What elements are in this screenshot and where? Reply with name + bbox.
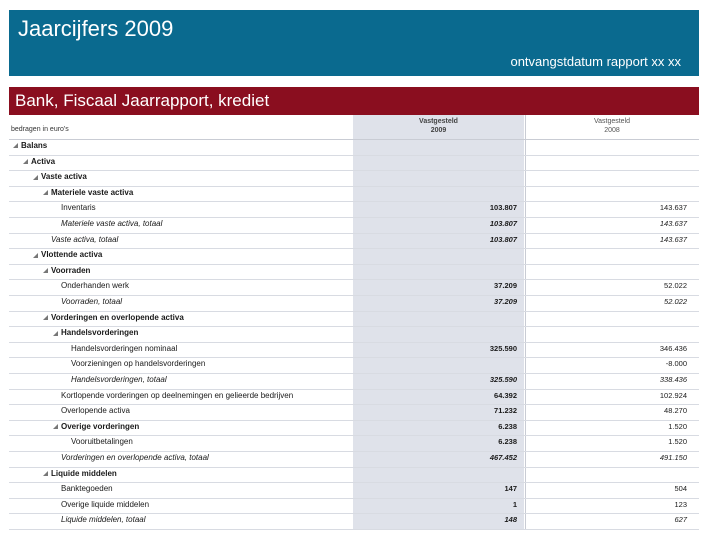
expand-triangle-icon[interactable]	[53, 331, 58, 336]
value-2009: 71.232	[494, 406, 517, 416]
column-header-2008-status: Vastgesteld	[593, 118, 631, 125]
row-label-text: Handelsvorderingen, totaal	[71, 375, 167, 384]
table-row[interactable]	[9, 155, 699, 172]
row-label-text: Kortlopende vorderingen op deelnemingen en gelieerde bedrijven	[61, 390, 294, 400]
row-label	[61, 203, 96, 212]
expand-triangle-icon[interactable]	[43, 471, 48, 476]
value-2008: 491.150	[659, 453, 687, 462]
row-label	[33, 250, 102, 259]
value-2008: 627	[674, 515, 687, 525]
value-2009: 325.590	[489, 343, 517, 353]
row-label-text: Vaste activa, totaal	[51, 234, 119, 244]
value-2008: 52.022	[664, 297, 687, 306]
table-row	[9, 233, 699, 250]
value-2008: 346.436	[659, 343, 687, 353]
table-row	[9, 451, 699, 468]
value-2008: -8.000	[665, 359, 687, 369]
value-2008: 143.637	[659, 219, 687, 228]
value-2009: 103.807	[489, 234, 517, 244]
table-row	[9, 389, 699, 406]
row-label-text: Vorderingen en overlopende activa	[51, 312, 184, 322]
row-label-text: Liquide middelen, totaal	[61, 515, 146, 525]
value-2008: 1.520	[668, 421, 687, 431]
table-row	[9, 498, 699, 515]
value-2009: 1	[512, 499, 517, 509]
page-title: Jaarcijfers 2009	[18, 16, 174, 41]
table-row	[9, 217, 699, 234]
row-label-text: Banktegoeden	[61, 484, 113, 494]
value-2009: 64.392	[494, 390, 517, 400]
row-label	[61, 453, 209, 462]
row-label	[61, 391, 293, 400]
row-label	[71, 359, 205, 368]
row-label-text: Onderhanden werk	[61, 281, 130, 291]
value-2009: 467.452	[489, 453, 517, 462]
column-header-2009-year: 2009	[430, 127, 447, 134]
row-label-text: Inventaris	[61, 203, 96, 213]
value-2008: 102.924	[659, 390, 687, 400]
amounts-label: bedragen in euro's	[11, 126, 69, 133]
expand-triangle-icon[interactable]	[23, 159, 28, 164]
row-label-text: Voorraden, totaal	[61, 297, 123, 306]
column-header-2008[interactable]	[525, 117, 699, 135]
row-label	[53, 422, 139, 431]
expand-triangle-icon[interactable]	[33, 175, 38, 180]
table-row	[9, 482, 699, 499]
table-header	[9, 115, 699, 140]
row-label	[33, 172, 87, 181]
table-row	[9, 279, 699, 296]
row-label	[71, 437, 133, 446]
table-row	[9, 357, 699, 374]
row-label-text: Overige liquide middelen	[61, 499, 150, 509]
expand-triangle-icon[interactable]	[53, 424, 58, 429]
row-label-text: Handelsvorderingen	[61, 328, 139, 338]
balance-table	[9, 115, 699, 530]
value-2009: 37.209	[494, 281, 517, 291]
table-row[interactable]	[9, 420, 699, 437]
value-2009: 103.807	[489, 219, 517, 228]
row-label	[71, 344, 177, 353]
table-row[interactable]	[9, 311, 699, 328]
expand-triangle-icon[interactable]	[43, 315, 48, 320]
value-2009: 6.238	[498, 437, 517, 447]
row-label-text: Balans	[21, 141, 48, 150]
column-header-2009[interactable]	[353, 117, 524, 135]
expand-triangle-icon[interactable]	[33, 253, 38, 258]
row-label	[61, 406, 130, 415]
row-label	[61, 484, 113, 493]
expand-triangle-icon[interactable]	[43, 268, 48, 273]
table-row[interactable]	[9, 248, 699, 265]
row-label-text: Materiele vaste activa	[51, 187, 134, 197]
value-2009: 148	[504, 515, 517, 525]
table-row[interactable]	[9, 326, 699, 343]
value-2009: 147	[504, 484, 517, 494]
table-row	[9, 404, 699, 421]
table-row	[9, 373, 699, 390]
value-2008: 338.436	[659, 375, 687, 384]
row-label	[61, 219, 162, 228]
value-2008: 1.520	[668, 437, 687, 447]
row-label-text: Overlopende activa	[61, 406, 130, 416]
report-banner	[9, 87, 699, 115]
row-label	[23, 157, 55, 166]
row-label-text: Vooruitbetalingen	[71, 437, 133, 447]
row-label-text: Voorzieningen op handelsvorderingen	[71, 359, 206, 369]
row-label-text: Overige vorderingen	[61, 421, 140, 431]
row-label-text: Vorderingen en overlopende activa, totaal	[61, 453, 209, 462]
row-label-text: Materiele vaste activa, totaal	[61, 219, 163, 228]
value-2009: 325.590	[489, 375, 517, 384]
value-2008: 52.022	[664, 281, 687, 291]
value-2008: 143.637	[659, 234, 687, 244]
report-title: Bank, Fiscaal Jaarrapport, krediet	[15, 91, 270, 110]
row-label	[61, 281, 129, 290]
value-2009: 6.238	[498, 421, 517, 431]
value-2008: 143.637	[659, 203, 687, 213]
row-label-text: Activa	[31, 156, 56, 166]
table-row	[9, 513, 699, 530]
expand-triangle-icon[interactable]	[13, 143, 18, 148]
table-row	[9, 295, 699, 312]
row-label-text: Liquide middelen	[51, 468, 117, 478]
column-header-2008-year: 2008	[604, 127, 620, 134]
value-2009: 103.807	[489, 203, 517, 213]
row-label	[61, 297, 122, 306]
table-row[interactable]	[9, 186, 699, 203]
expand-triangle-icon[interactable]	[43, 190, 48, 195]
table-row	[9, 435, 699, 452]
table-row[interactable]	[9, 264, 699, 281]
row-label	[43, 188, 133, 197]
table-row[interactable]	[9, 467, 699, 484]
page-header	[9, 10, 699, 76]
value-2008: 123	[674, 499, 687, 509]
page-subtitle: ontvangstdatum rapport xx xx	[510, 54, 681, 69]
row-label	[53, 328, 138, 337]
row-label	[13, 141, 47, 150]
row-label	[43, 266, 90, 275]
table-row	[9, 342, 699, 359]
table-row[interactable]	[9, 170, 699, 187]
table-row	[9, 201, 699, 218]
row-label-text: Vlottende activa	[41, 250, 103, 260]
row-label	[51, 235, 118, 244]
row-label-text: Voorraden	[51, 265, 91, 275]
value-2008: 48.270	[664, 406, 687, 416]
value-2009: 37.209	[494, 297, 517, 306]
row-label-text: Handelsvorderingen nominaal	[71, 343, 178, 353]
row-label	[71, 375, 167, 384]
row-label	[43, 313, 184, 322]
row-label	[61, 500, 149, 509]
table-row[interactable]	[9, 139, 699, 156]
column-header-2009-status: Vastgesteld	[419, 118, 458, 125]
row-label	[43, 469, 117, 478]
value-2008: 504	[674, 484, 687, 494]
row-label	[61, 515, 146, 524]
row-label-text: Vaste activa	[41, 172, 87, 182]
